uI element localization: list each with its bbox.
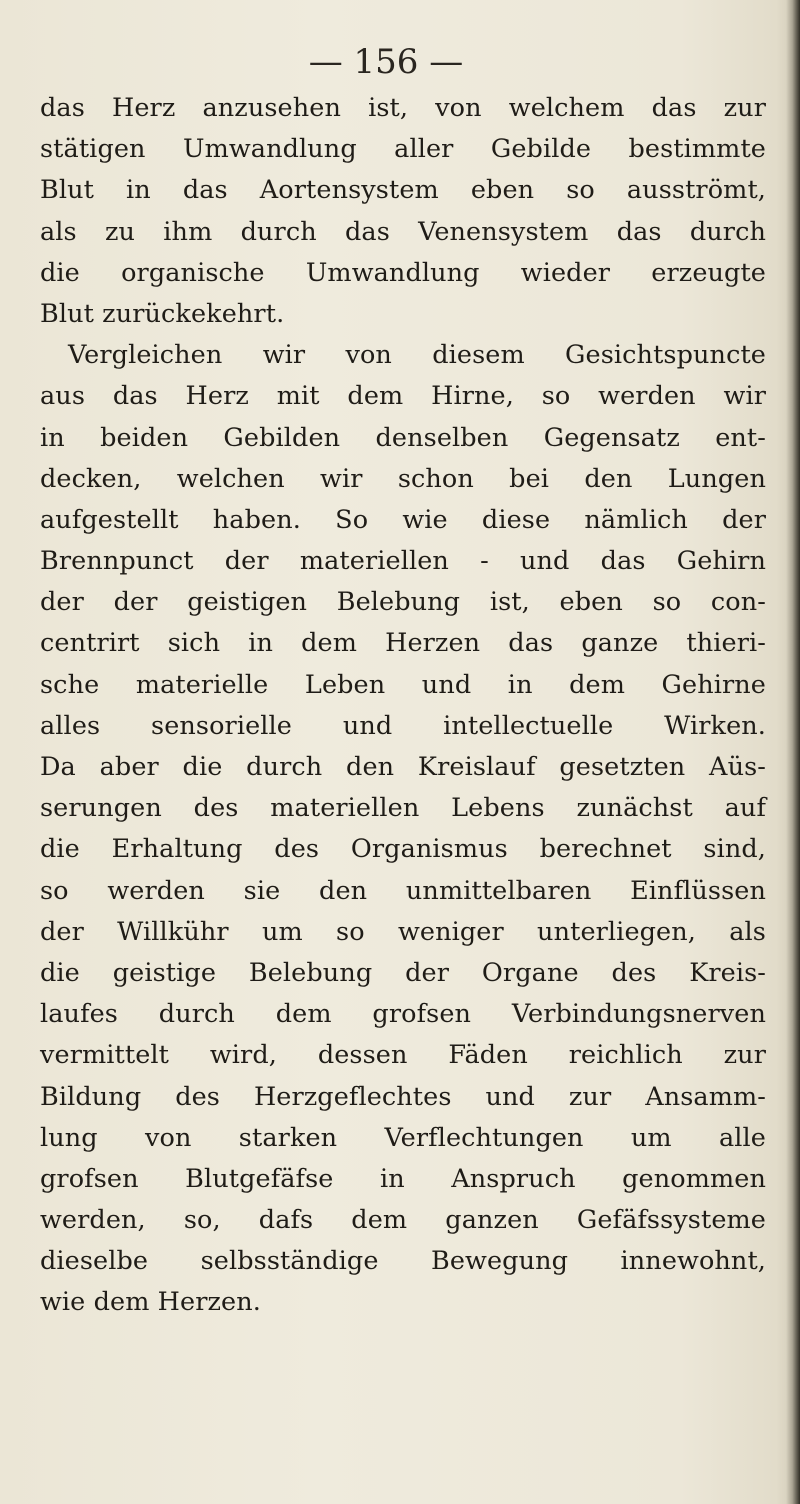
text-line: stätigen Umwandlung aller Gebilde bestimmte bbox=[40, 134, 766, 165]
text-line: der Willkühr um so weniger unterliegen, als bbox=[40, 916, 766, 947]
text-line: Blut zurückekehrt. bbox=[40, 298, 285, 329]
text-line: sche materielle Leben und in dem Gehirne bbox=[40, 669, 766, 700]
text-line: grofsen Blutgefäfse in Anspruch genommen bbox=[40, 1163, 766, 1194]
text-line: Vergleichen wir von diesem Gesichtspuncte bbox=[68, 340, 766, 371]
text-line: als zu ihm durch das Venensystem das durch bbox=[40, 216, 766, 247]
body-text bbox=[40, 88, 766, 1324]
text-line: die Erhaltung des Organismus berechnet sind, bbox=[40, 834, 766, 865]
text-line: aus das Herz mit dem Hirne, so werden wir bbox=[40, 381, 766, 412]
text-line: dieselbe selbsständige Bewegung innewohnt, bbox=[40, 1246, 766, 1277]
text-line: so werden sie den unmittelbaren Einflüssen bbox=[40, 875, 766, 906]
text-line: lung von starken Verflechtungen um alle bbox=[40, 1122, 766, 1153]
text-line: werden, so, dafs dem ganzen Gefäfssysteme bbox=[40, 1205, 766, 1236]
text-line: Da aber die durch den Kreislauf gesetzten Aüs- bbox=[40, 752, 766, 782]
text-line: Bildung des Herzgeflechtes und zur Ansamm- bbox=[40, 1081, 766, 1112]
page-number: — 156 — bbox=[308, 42, 464, 82]
text-line: die organische Umwandlung wieder erzeugte bbox=[40, 257, 766, 288]
text-line: aufgestellt haben. So wie diese nämlich der bbox=[40, 504, 766, 535]
text-line: decken, welchen wir schon bei den Lungen bbox=[40, 463, 766, 494]
text-line: alles sensorielle und intellectuelle Wirken. bbox=[40, 710, 766, 741]
text-line: serungen des materiellen Lebens zunächst auf bbox=[40, 793, 766, 824]
text-line: Blut in das Aortensystem eben so ausströmt, bbox=[40, 175, 766, 206]
text-line: centrirt sich in dem Herzen das ganze thieri- bbox=[40, 628, 766, 659]
text-line: das Herz anzusehen ist, von welchem das zur bbox=[40, 93, 766, 123]
text-line: in beiden Gebilden denselben Gegensatz ent- bbox=[40, 422, 766, 453]
page-edge-shadow bbox=[786, 0, 800, 1504]
text-line: der der geistigen Belebung ist, eben so con- bbox=[40, 587, 766, 618]
text-line: wie dem Herzen. bbox=[40, 1287, 261, 1318]
text-line: laufes durch dem grofsen Verbindungsnerven bbox=[40, 999, 766, 1030]
text-line: Brennpunct der materiellen - und das Gehirn bbox=[40, 546, 766, 577]
text-line: die geistige Belebung der Organe des Kreis- bbox=[40, 957, 766, 988]
text-line: vermittelt wird, dessen Fäden reichlich zur bbox=[40, 1040, 766, 1071]
